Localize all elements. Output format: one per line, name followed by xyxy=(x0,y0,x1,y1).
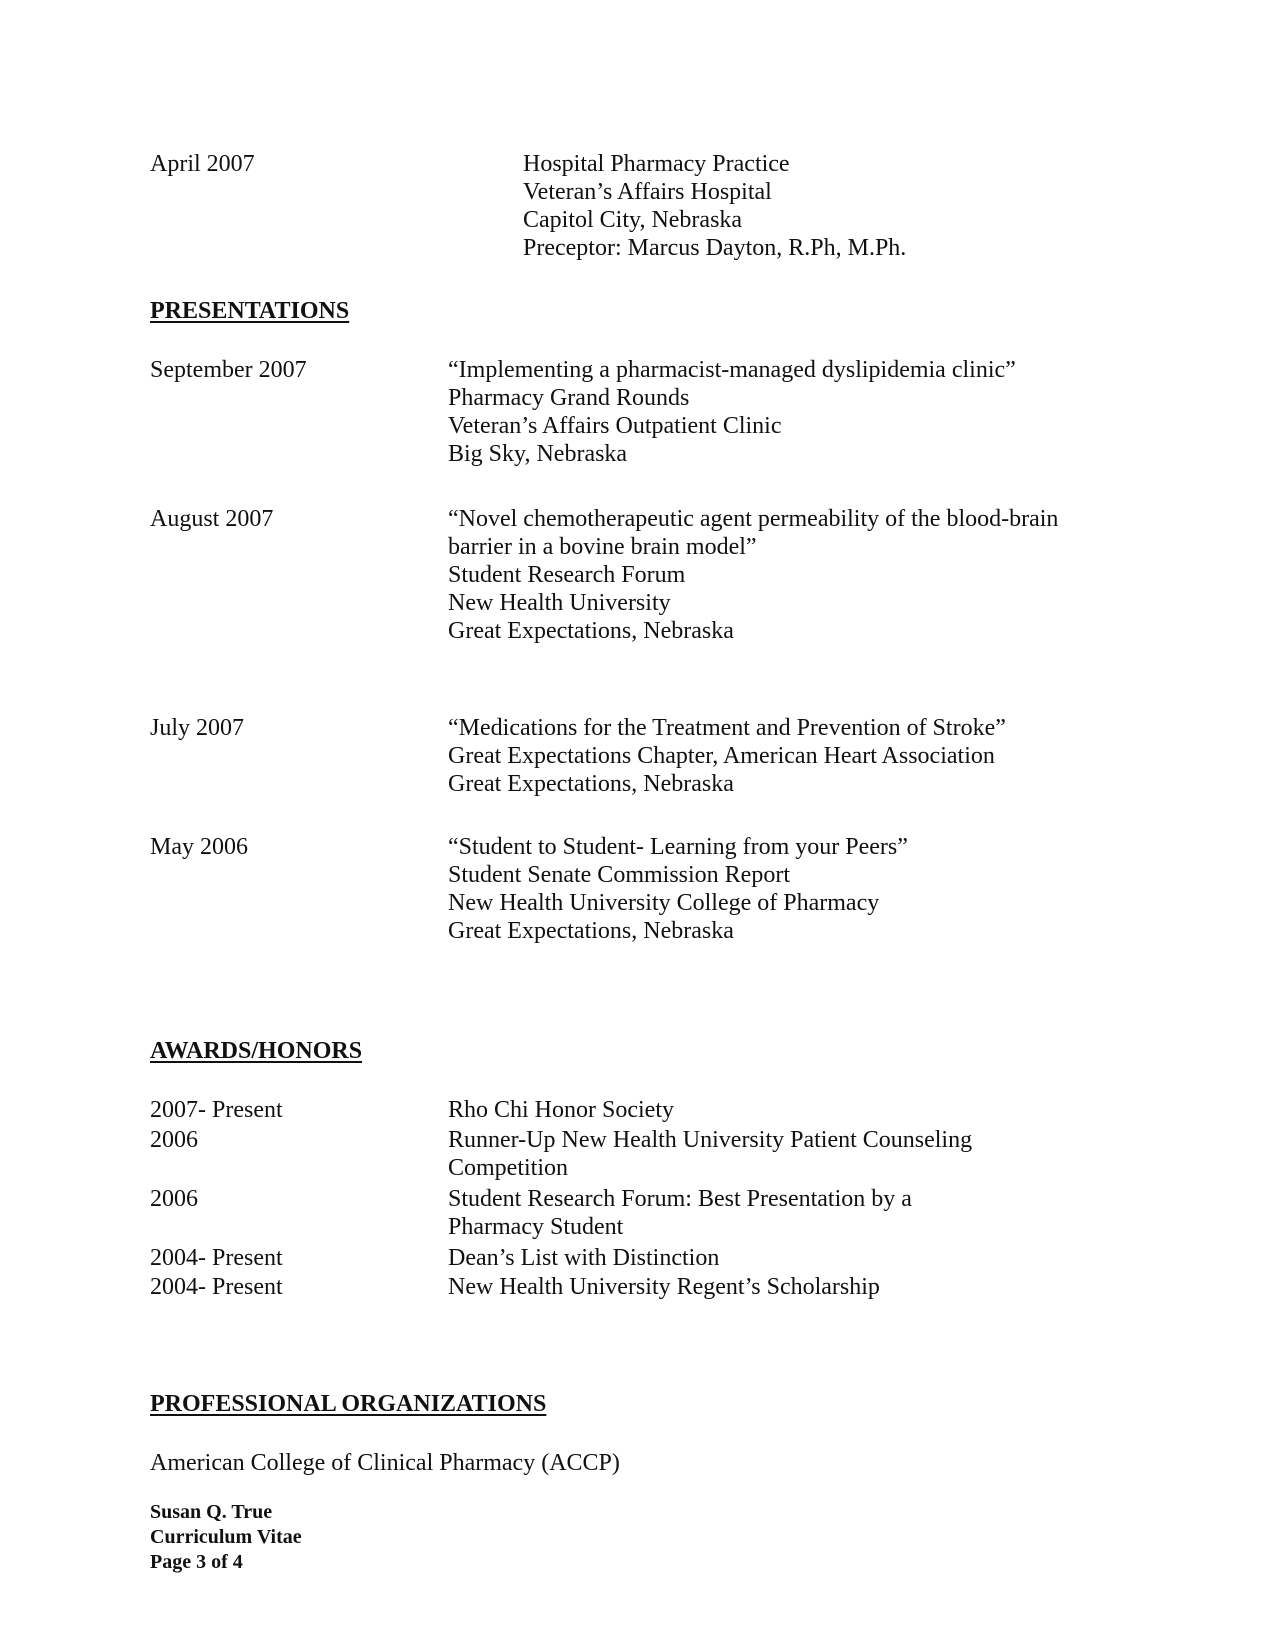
rotation-line: Capitol City, Nebraska xyxy=(523,207,743,233)
award-date: 2006 xyxy=(150,1186,198,1212)
award-line: Competition xyxy=(448,1155,568,1181)
presentation-date: May 2006 xyxy=(150,834,248,860)
award-details xyxy=(448,1273,880,1301)
presentation-line: New Health University College of Pharmacy xyxy=(448,890,880,916)
award-date: 2004- Present xyxy=(150,1245,283,1271)
presentation-line: Student Senate Commission Report xyxy=(448,862,790,888)
award-date: 2004- Present xyxy=(150,1274,283,1300)
presentation-date: August 2007 xyxy=(150,506,274,532)
organization-item: American College of Clinical Pharmacy (ACCP) xyxy=(150,1450,620,1476)
presentation-line: “Implementing a pharmacist-managed dyslipidemia clinic” xyxy=(448,357,1016,383)
footer-name: Susan Q. True xyxy=(150,1501,273,1523)
presentation-details xyxy=(448,356,1016,468)
presentation-line: barrier in a bovine brain model” xyxy=(448,534,757,560)
presentation-line: Pharmacy Grand Rounds xyxy=(448,385,690,411)
presentation-line: Student Research Forum xyxy=(448,562,686,588)
awards-heading: AWARDS/HONORS xyxy=(150,1038,363,1064)
footer-page-number: Page 3 of 4 xyxy=(150,1551,243,1573)
presentation-details xyxy=(448,714,1006,798)
award-details xyxy=(448,1096,674,1124)
award-date: 2007- Present xyxy=(150,1097,283,1123)
rotation-line: Hospital Pharmacy Practice xyxy=(523,151,790,177)
presentation-line: Veteran’s Affairs Outpatient Clinic xyxy=(448,413,782,439)
award-details xyxy=(448,1244,719,1272)
presentation-line: “Medications for the Treatment and Prevention of Stroke” xyxy=(448,715,1006,741)
presentation-line: Great Expectations Chapter, American Heart Association xyxy=(448,743,995,769)
presentation-details xyxy=(448,505,1058,645)
presentation-line: New Health University xyxy=(448,590,671,616)
award-details xyxy=(448,1126,972,1182)
footer-document: Curriculum Vitae xyxy=(150,1526,302,1548)
award-details xyxy=(448,1185,912,1241)
organizations-heading: PROFESSIONAL ORGANIZATIONS xyxy=(150,1391,547,1417)
presentation-line: “Novel chemotherapeutic agent permeability of the blood-brain xyxy=(448,506,1059,532)
presentation-line: Great Expectations, Nebraska xyxy=(448,771,734,797)
presentation-date: September 2007 xyxy=(150,357,307,383)
rotation-date: April 2007 xyxy=(150,151,255,177)
presentation-line: Great Expectations, Nebraska xyxy=(448,918,734,944)
presentation-line: “Student to Student- Learning from your Peers” xyxy=(448,834,908,860)
award-line: Rho Chi Honor Society xyxy=(448,1097,674,1123)
presentations-heading: PRESENTATIONS xyxy=(150,298,350,324)
rotation-details xyxy=(523,150,906,262)
page-footer xyxy=(150,1500,302,1575)
award-line: Runner-Up New Health University Patient Counseling xyxy=(448,1127,973,1153)
award-line: Pharmacy Student xyxy=(448,1214,624,1240)
award-line: New Health University Regent’s Scholarship xyxy=(448,1274,880,1300)
presentation-line: Big Sky, Nebraska xyxy=(448,441,628,467)
presentation-details xyxy=(448,833,908,945)
presentation-date: July 2007 xyxy=(150,715,245,741)
award-date: 2006 xyxy=(150,1127,198,1153)
rotation-line: Veteran’s Affairs Hospital xyxy=(523,179,772,205)
presentation-line: Great Expectations, Nebraska xyxy=(448,618,734,644)
rotation-line: Preceptor: Marcus Dayton, R.Ph, M.Ph. xyxy=(523,235,907,261)
award-line: Dean’s List with Distinction xyxy=(448,1245,720,1271)
award-line: Student Research Forum: Best Presentation by a xyxy=(448,1186,912,1212)
